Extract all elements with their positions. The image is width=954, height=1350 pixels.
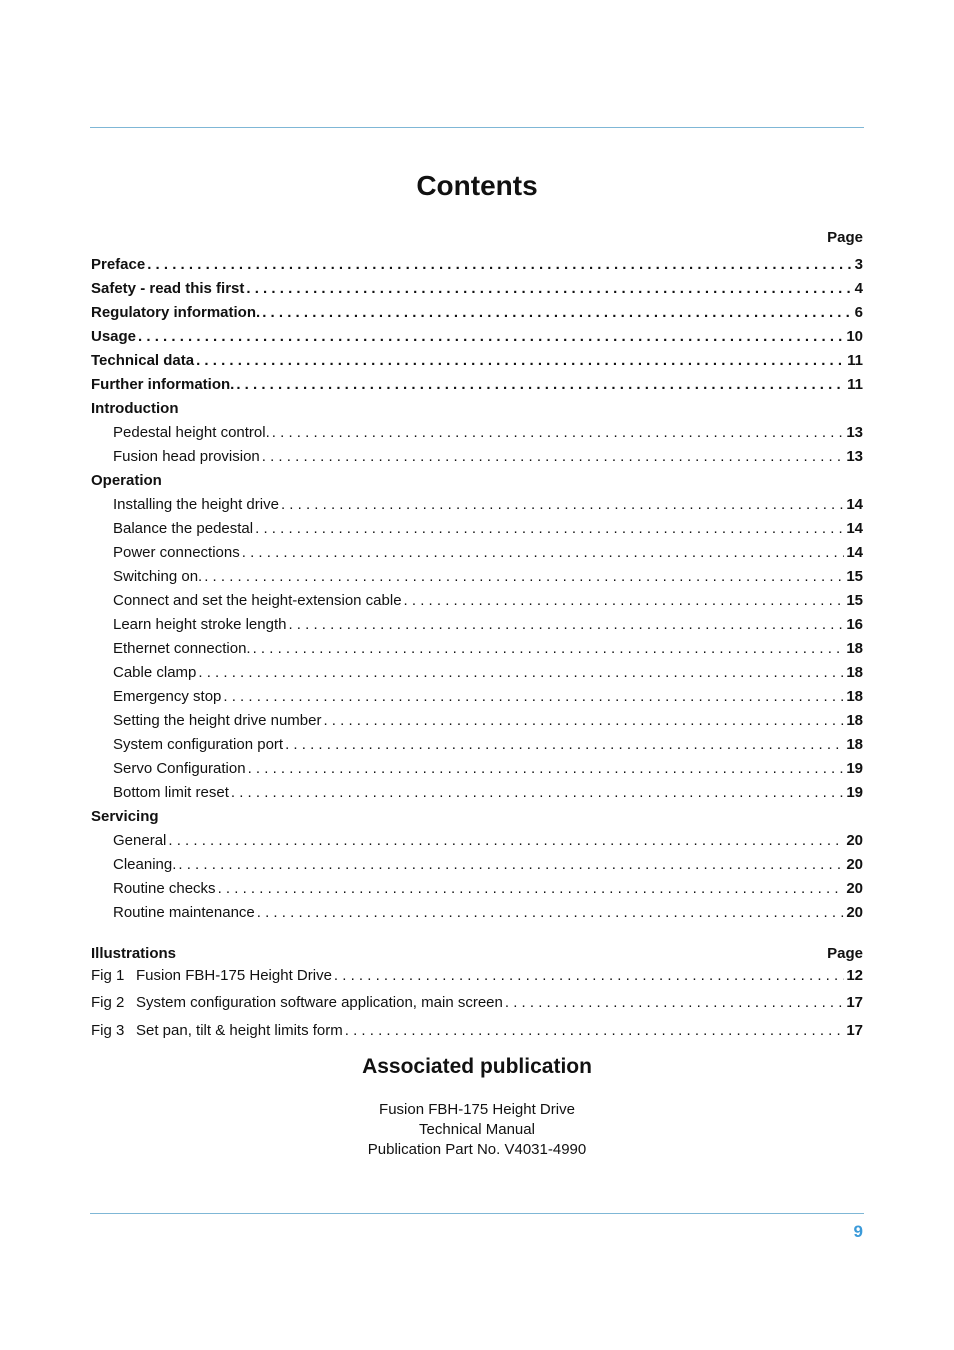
toc-entry[interactable] <box>91 490 863 514</box>
entry-label: Connect and set the height-extension cable <box>113 592 402 609</box>
illustration-entry[interactable] <box>91 1022 863 1040</box>
entry-label: Installing the height drive <box>113 496 279 513</box>
entry-label: Technical data <box>91 352 195 369</box>
entry-page: 14 <box>846 496 863 513</box>
entry-label: Fusion head provision <box>113 448 260 465</box>
entry-page: 13 <box>846 448 863 465</box>
table-of-contents <box>91 250 863 922</box>
entry-page: 13 <box>846 424 863 441</box>
dot-leader <box>253 640 845 658</box>
toc-entry[interactable] <box>91 658 863 682</box>
dot-leader <box>246 280 852 298</box>
toc-entry[interactable] <box>91 610 863 634</box>
toc-section-heading <box>91 802 863 826</box>
entry-page: 14 <box>846 544 863 561</box>
entry-page: 17 <box>846 994 863 1011</box>
entry-page: 19 <box>846 760 863 777</box>
dot-leader <box>281 496 844 514</box>
dot-leader <box>288 616 844 634</box>
toc-entry[interactable] <box>91 706 863 730</box>
dot-leader <box>218 880 845 898</box>
entry-page: 18 <box>846 688 863 705</box>
toc-entry[interactable] <box>91 538 863 562</box>
entry-label: Servo Configuration <box>113 760 246 777</box>
entry-page: 10 <box>846 328 863 345</box>
entry-label: System configuration port <box>113 736 284 753</box>
toc-entry[interactable] <box>91 826 863 850</box>
toc-section-heading <box>91 394 863 418</box>
entry-label: System configuration software application, main screen <box>136 994 503 1011</box>
top-rule <box>90 127 864 128</box>
entry-label: Cable clamp <box>113 664 197 681</box>
page-number: 9 <box>853 1222 863 1241</box>
entry-label: Set pan, tilt & height limits form <box>136 1022 343 1039</box>
dot-leader <box>147 256 852 274</box>
dot-leader <box>198 664 844 682</box>
toc-entry[interactable] <box>91 850 863 874</box>
entry-label: Routine maintenance <box>113 904 255 921</box>
toc-entry[interactable] <box>91 298 863 322</box>
dot-leader <box>285 736 844 754</box>
figure-number: Fig 2 <box>91 994 125 1011</box>
dot-leader <box>178 856 844 874</box>
figure-number: Fig 3 <box>91 1022 125 1039</box>
toc-entry[interactable] <box>91 274 863 298</box>
dot-leader <box>231 784 844 802</box>
entry-page: 14 <box>846 520 863 537</box>
dot-leader <box>505 994 844 1012</box>
entry-page: 20 <box>846 904 863 921</box>
section-label: Operation <box>91 472 162 489</box>
figure-number: Fig 1 <box>91 967 125 984</box>
dot-leader <box>257 904 845 922</box>
entry-page: 18 <box>846 712 863 729</box>
section-label: Servicing <box>91 808 159 825</box>
dot-leader <box>262 304 852 322</box>
bottom-rule <box>90 1213 864 1214</box>
entry-label: Ethernet connection. <box>113 640 251 657</box>
page-title: Contents <box>416 170 538 201</box>
entry-page: 11 <box>847 352 863 369</box>
toc-entry[interactable] <box>91 730 863 754</box>
entry-label: Bottom limit reset <box>113 784 229 801</box>
associated-line: Publication Part No. V4031-4990 <box>367 1141 587 1158</box>
toc-entry[interactable] <box>91 586 863 610</box>
entry-label: Balance the pedestal <box>113 520 254 537</box>
entry-label: Power connections <box>113 544 240 561</box>
entry-label: Pedestal height control. <box>113 424 270 441</box>
entry-label: Cleaning. <box>113 856 177 873</box>
entry-label: Safety - read this first <box>91 280 245 297</box>
entry-page: 4 <box>854 280 863 297</box>
entry-page: 18 <box>846 736 863 753</box>
toc-entry[interactable] <box>91 514 863 538</box>
illustrations-heading: Illustrations <box>91 945 177 962</box>
entry-label: Routine checks <box>113 880 216 897</box>
illustration-entry[interactable] <box>91 994 863 1012</box>
entry-label: Usage <box>91 328 137 345</box>
associated-publication-heading: Associated publication <box>362 1055 592 1078</box>
section-label: Introduction <box>91 400 179 417</box>
toc-entry[interactable] <box>91 682 863 706</box>
toc-entry[interactable] <box>91 778 863 802</box>
toc-entry[interactable] <box>91 418 863 442</box>
toc-entry[interactable] <box>91 322 863 346</box>
entry-page: 3 <box>854 256 863 273</box>
dot-leader <box>223 688 844 706</box>
dot-leader <box>272 424 845 442</box>
dot-leader <box>345 1022 845 1040</box>
dot-leader <box>168 832 844 850</box>
toc-entry[interactable] <box>91 634 863 658</box>
dot-leader <box>262 448 845 466</box>
associated-line: Fusion FBH-175 Height Drive <box>379 1101 575 1118</box>
dot-leader <box>255 520 844 538</box>
page-column-header: Page <box>827 229 863 246</box>
dot-leader <box>404 592 845 610</box>
entry-label: Fusion FBH-175 Height Drive <box>136 967 332 984</box>
entry-label: Learn height stroke length <box>113 616 287 633</box>
illustrations-header <box>91 945 863 962</box>
entry-label: General <box>113 832 167 849</box>
toc-entry[interactable] <box>91 562 863 586</box>
toc-entry[interactable] <box>91 898 863 922</box>
entry-page: 12 <box>846 967 863 984</box>
entry-page: 16 <box>846 616 863 633</box>
dot-leader <box>236 376 845 394</box>
toc-entry[interactable] <box>91 874 863 898</box>
entry-label: Setting the height drive number <box>113 712 322 729</box>
toc-entry[interactable] <box>91 346 863 370</box>
dot-leader <box>323 712 844 730</box>
associated-line: Technical Manual <box>419 1121 535 1138</box>
dot-leader <box>248 760 845 778</box>
illustrations-page-header: Page <box>827 945 863 962</box>
entry-page: 18 <box>846 664 863 681</box>
entry-page: 19 <box>846 784 863 801</box>
entry-page: 15 <box>846 568 863 585</box>
entry-page: 6 <box>854 304 863 321</box>
illustration-entry[interactable] <box>91 967 863 985</box>
entry-label: Further information. <box>91 376 235 393</box>
dot-leader <box>196 352 845 370</box>
entry-page: 17 <box>846 1022 863 1039</box>
entry-page: 20 <box>846 832 863 849</box>
toc-entry[interactable] <box>91 754 863 778</box>
entry-label: Regulatory information. <box>91 304 261 321</box>
toc-entry[interactable] <box>91 442 863 466</box>
entry-page: 18 <box>846 640 863 657</box>
entry-label: Emergency stop <box>113 688 222 705</box>
entry-label: Switching on. <box>113 568 203 585</box>
toc-section-heading <box>91 466 863 490</box>
dot-leader <box>138 328 844 346</box>
dot-leader <box>204 568 844 586</box>
entry-page: 15 <box>846 592 863 609</box>
entry-page: 11 <box>847 376 863 393</box>
dot-leader <box>242 544 845 562</box>
entry-label: Preface <box>91 256 146 273</box>
dot-leader <box>334 967 844 985</box>
toc-entry[interactable] <box>91 250 863 274</box>
toc-entry[interactable] <box>91 370 863 394</box>
entry-page: 20 <box>846 880 863 897</box>
entry-page: 20 <box>846 856 863 873</box>
